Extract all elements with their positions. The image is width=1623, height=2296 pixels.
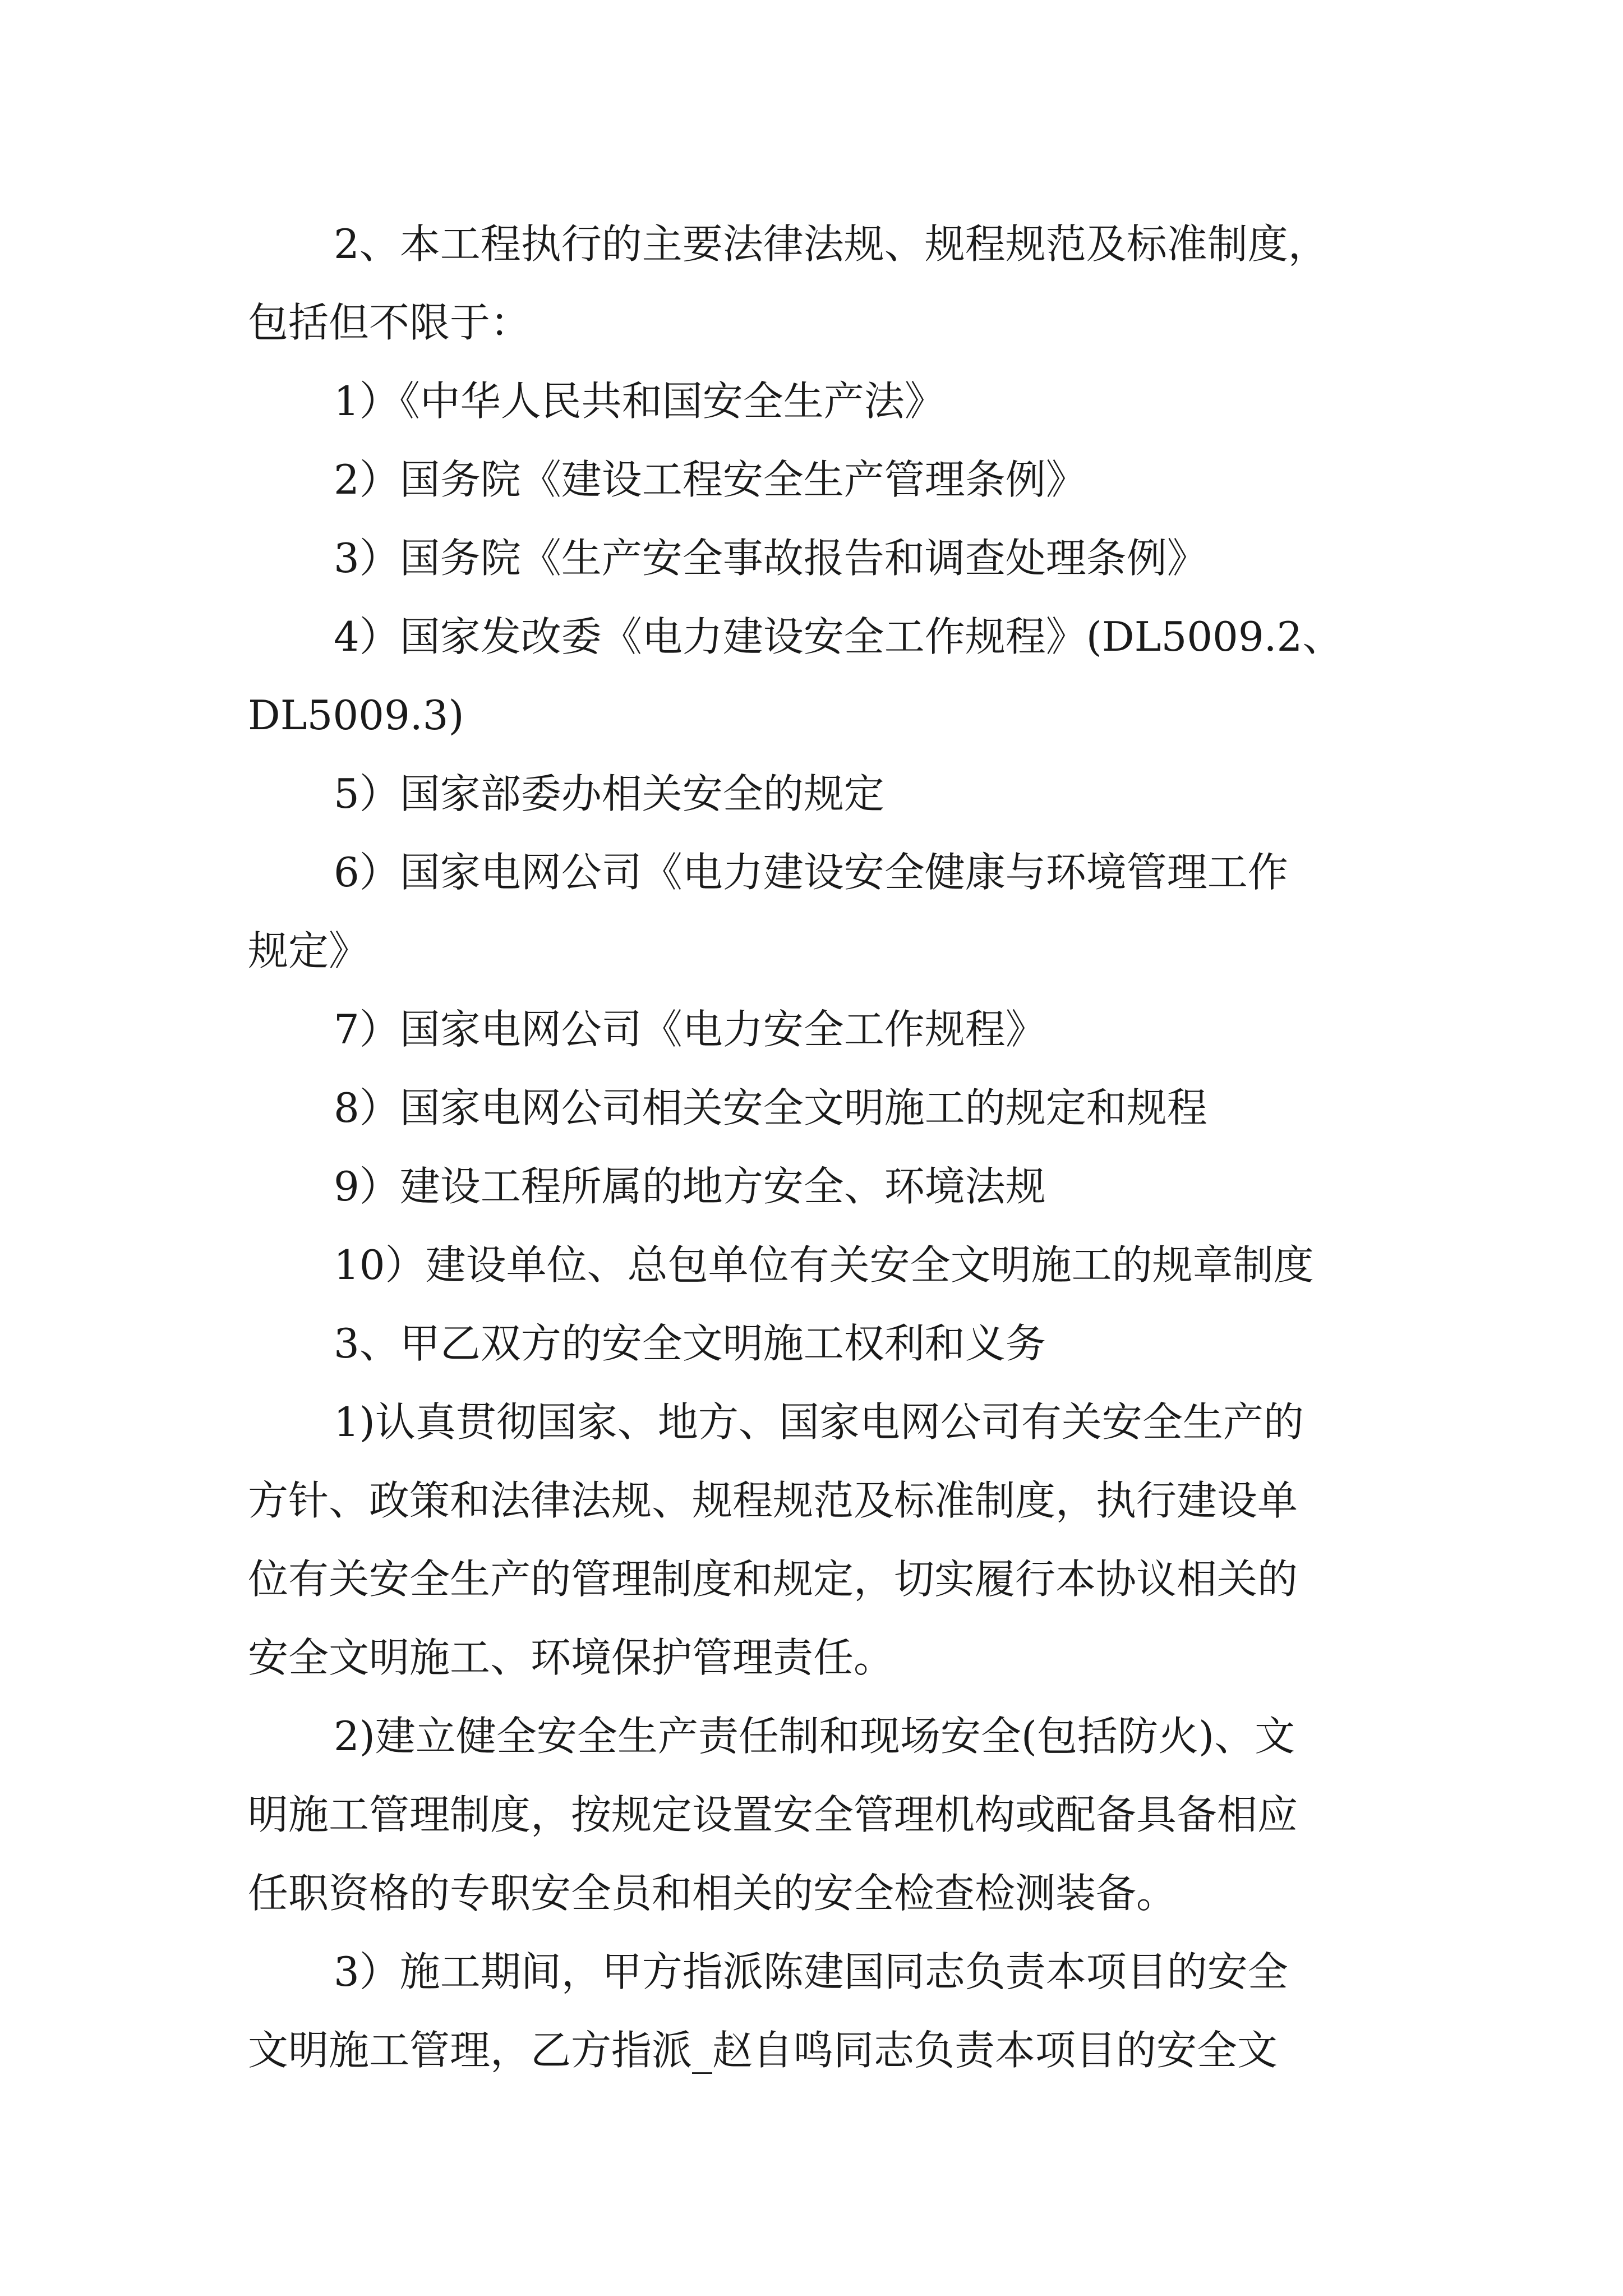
- law-item-4: 4）国家发改委《电力建设安全工作规程》(DL5009.2、: [334, 613, 1343, 660]
- law-item-9: 9）建设工程所属的地方安全、环境法规: [334, 1163, 1046, 1210]
- duty-item-1: 1)认真贯彻国家、地方、国家电网公司有关安全生产的: [334, 1398, 1304, 1446]
- law-item-8: 8）国家电网公司相关安全文明施工的规定和规程: [334, 1084, 1207, 1131]
- law-item-7: 7）国家电网公司《电力安全工作规程》: [334, 1006, 1046, 1053]
- law-item-3: 3）国务院《生产安全事故报告和调查处理条例》: [334, 535, 1207, 582]
- law-item-5: 5）国家部委办相关安全的规定: [334, 770, 884, 817]
- law-item-10: 10）建设单位、总包单位有关安全文明施工的规章制度: [334, 1241, 1314, 1289]
- duty-item-1-cont-2: 位有关安全生产的管理制度和规定，切实履行本协议相关的: [248, 1556, 1298, 1603]
- law-item-6: 6）国家电网公司《电力建设安全健康与环境管理工作: [334, 849, 1288, 896]
- duty-item-3: 3）施工期间，甲方指派陈建国同志负责本项目的安全: [334, 1948, 1288, 1995]
- law-item-1: 1）《中华人民共和国安全生产法》: [334, 378, 945, 425]
- clause-2-heading-cont: 包括但不限于：: [248, 299, 531, 346]
- duty-item-2: 2)建立健全安全生产责任制和现场安全(包括防火)、文: [334, 1713, 1295, 1760]
- law-item-6-cont: 规定》: [248, 927, 370, 974]
- law-item-4-cont: DL5009.3): [248, 692, 464, 739]
- duty-item-2-cont-1: 明施工管理制度，按规定设置安全管理机构或配备具备相应: [248, 1791, 1298, 1838]
- duty-item-3-cont-1: 文明施工管理，乙方指派_赵自鸣同志负责本项目的安全文: [248, 2027, 1278, 2074]
- law-item-2: 2）国务院《建设工程安全生产管理条例》: [334, 456, 1086, 503]
- clause-2-heading: 2、本工程执行的主要法律法规、规程规范及标准制度，: [334, 220, 1329, 268]
- duty-item-2-cont-2: 任职资格的专职安全员和相关的安全检查检测装备。: [248, 1870, 1177, 1917]
- duty-item-1-cont-3: 安全文明施工、环境保护管理责任。: [248, 1634, 895, 1681]
- clause-3-heading: 3、甲乙双方的安全文明施工权利和义务: [334, 1320, 1046, 1367]
- duty-item-1-cont-1: 方针、政策和法律法规、规程规范及标准制度，执行建设单: [248, 1477, 1298, 1524]
